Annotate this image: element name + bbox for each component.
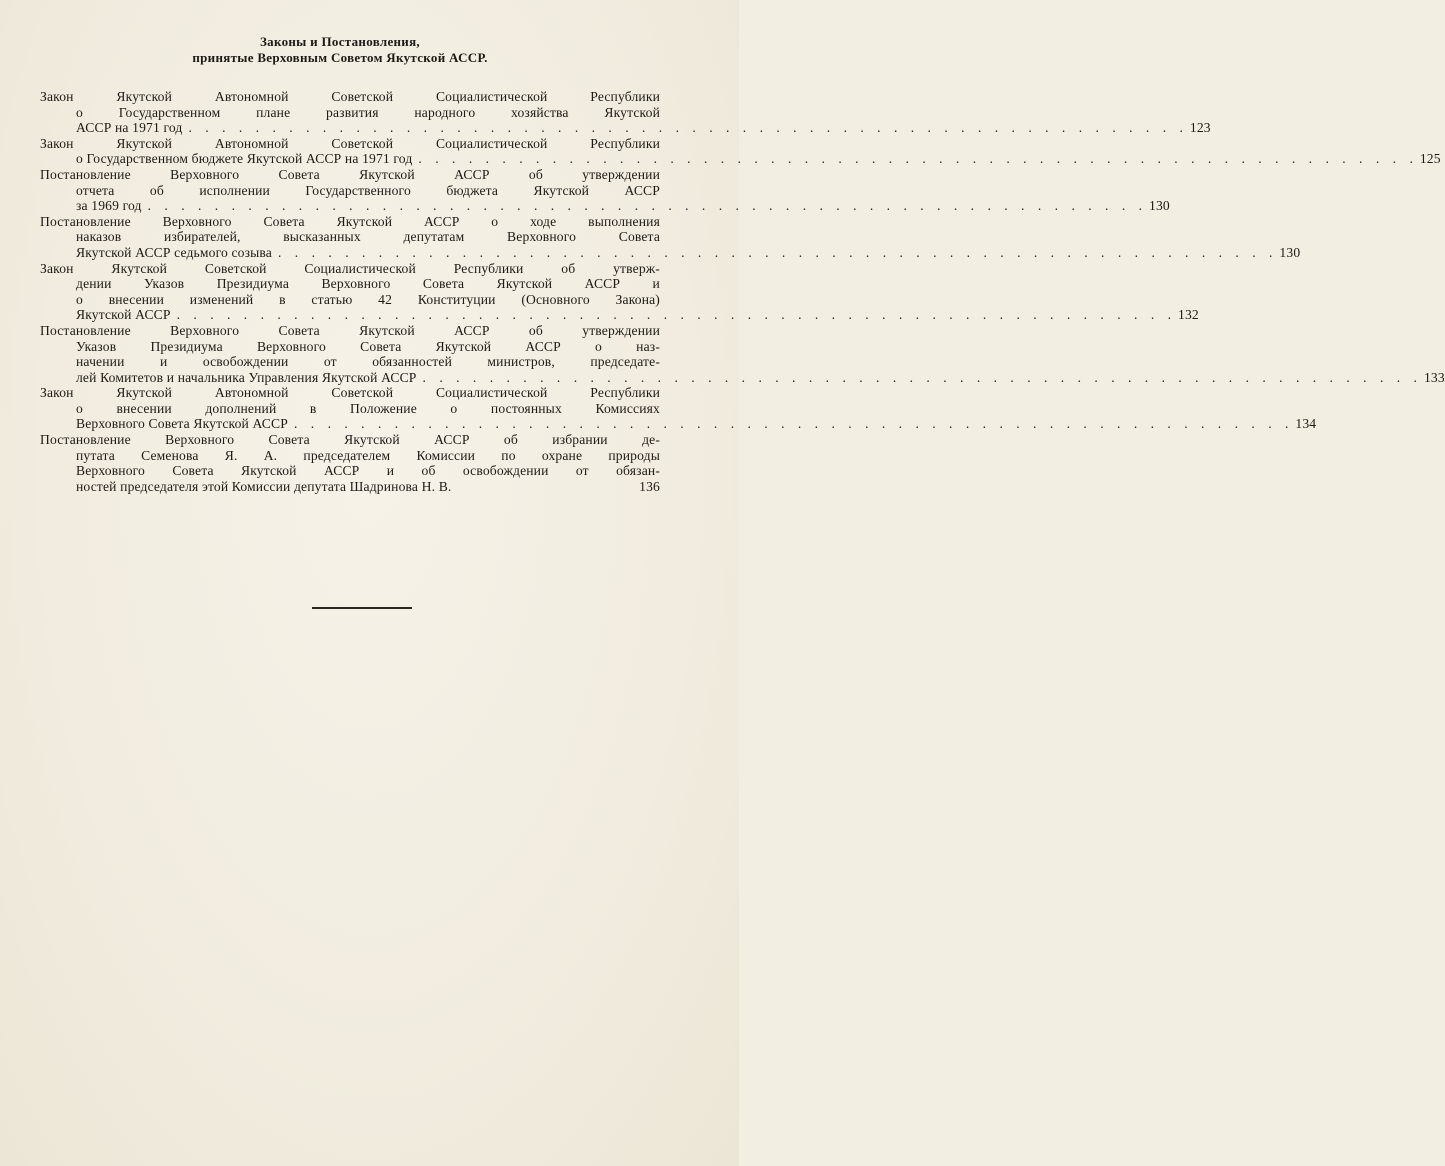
- heading-line-2: принятые Верховным Советом Якутской АССР.: [192, 50, 488, 65]
- toc-entry-line: о Государственном бюджете Якутской АССР на 1971 год: [76, 151, 413, 167]
- toc-entry-line: Указов Президиума Верховного Совета Якутской АССР о наз-: [76, 338, 660, 354]
- toc-entry: [40, 432, 660, 494]
- toc-entry-line: дении Указов Президиума Верховного Совета Якутской АССР и: [76, 276, 660, 292]
- toc-entry-line: Закон Якутской Автономной Советской Социалистической Республики: [40, 89, 660, 104]
- table-of-contents: [40, 89, 1445, 494]
- toc-entry-line: Постановление Верховного Совета Якутской АССР об утверждении: [40, 166, 660, 182]
- toc-entry-line: АССР на 1971 год: [76, 120, 183, 136]
- toc-entry-line: Постановление Верховного Совета Якутской АССР об избрании де-: [40, 432, 660, 448]
- page-number: 136: [639, 478, 660, 494]
- toc-entry-line: путата Семенова Я. А. председателем Комиссии по охране природы: [76, 447, 660, 463]
- toc-entry-last-line: [40, 151, 1441, 167]
- toc-entry-line: лей Комитетов и начальника Управления Якутской АССР: [76, 369, 417, 385]
- toc-entry: [40, 385, 1317, 432]
- dot-leader: . . . . . . . . . . . . . . . . . . . . . . . . . . . . . . . . . . . . . . . . . . . . . . . . . . . . . . . . . . . .: [147, 198, 1148, 214]
- toc-entry: [40, 213, 1301, 261]
- page-number: 132: [1178, 307, 1199, 323]
- dot-leader: . . . . . . . . . . . . . . . . . . . . . . . . . . . . . . . . . . . . . . . . . . . . . . . . . . . . . . . . . . . .: [176, 307, 1177, 323]
- toc-entry-line: о внесении изменений в статью 42 Конституции (Основного Закона): [76, 291, 660, 307]
- toc-entry-line: Верховного Совета Якутской АССР и об освобождении от обязан-: [76, 463, 660, 479]
- toc-entry-line: Верховного Совета Якутской АССР: [76, 416, 288, 432]
- closing-rule-divider: [312, 607, 412, 609]
- toc-entry-last-line: [40, 307, 1199, 323]
- toc-entry: [40, 135, 1441, 167]
- page-number: 125: [1419, 151, 1441, 167]
- toc-entry-last-line: [40, 244, 1301, 261]
- toc-entry: [40, 89, 1211, 136]
- heading-line-1: Законы и Постановления,: [260, 34, 420, 49]
- toc-entry-line: отчета об исполнении Государственного бюджета Якутской АССР: [76, 182, 660, 198]
- page-number: 130: [1149, 198, 1170, 214]
- toc-entry-last-line: [40, 198, 1170, 214]
- page-number: 123: [1189, 120, 1211, 136]
- page-number: 134: [1295, 416, 1317, 432]
- toc-entry-line: Постановление Верховного Совета Якутской АССР о ходе выполнения: [40, 213, 660, 229]
- toc-entry-line: Закон Якутской Советской Социалистической Республики об утверж-: [40, 260, 660, 276]
- toc-entry-line: ностей председателя этой Комиссии депутата Шадринова Н. В.: [76, 478, 452, 494]
- dot-leader: . . . . . . . . . . . . . . . . . . . . . . . . . . . . . . . . . . . . . . . . . . . . . . . . . . . . . . . . . . . .: [278, 244, 1278, 260]
- dot-leader: . . . . . . . . . . . . . . . . . . . . . . . . . . . . . . . . . . . . . . . . . . . . . . . . . . . . . . . . . . . .: [422, 369, 1422, 385]
- toc-entry-line: Постановление Верховного Совета Якутской АССР об утверждении: [40, 322, 660, 338]
- page-number: 130: [1279, 244, 1301, 260]
- toc-entry-line: Закон Якутской Автономной Советской Социалистической Республики: [40, 385, 660, 401]
- toc-entry-line: о внесении дополнений в Положение о постоянных Комиссиях: [76, 400, 660, 416]
- dot-leader: . . . . . . . . . . . . . . . . . . . . . . . . . . . . . . . . . . . . . . . . . . . . . . . . . . . . . . . . . . . .: [293, 416, 1294, 432]
- toc-entry-line: за 1969 год: [76, 198, 142, 214]
- toc-entry: [40, 166, 1170, 214]
- toc-entry-last-line: [40, 120, 1211, 136]
- contents-heading: [0, 34, 680, 66]
- toc-entry: [40, 322, 1445, 385]
- page-number: 133: [1423, 369, 1445, 385]
- dot-leader: . . . . . . . . . . . . . . . . . . . . . . . . . . . . . . . . . . . . . . . . . . . . . . . . . . . . . . . . . . . .: [418, 151, 1418, 167]
- toc-entry-last-line: [40, 416, 1317, 432]
- toc-entry-last-line: [40, 369, 1445, 386]
- toc-entry: [40, 260, 1199, 323]
- toc-entry-line: начении и освобождении от обязанностей министров, председате-: [76, 354, 660, 370]
- dot-leader: . . . . . . . . . . . . . . . . . . . . . . . . . . . . . . . . . . . . . . . . . . . . . . . . . . . . . . . . . . . .: [188, 120, 1188, 136]
- toc-entry-line: о Государственном плане развития народного хозяйства Якутской: [76, 104, 660, 120]
- toc-entry-line: Закон Якутской Автономной Советской Социалистической Республики: [40, 135, 660, 151]
- toc-entry-line: Якутской АССР: [76, 307, 171, 323]
- toc-entry-last-line: [40, 479, 660, 495]
- toc-entry-line: Якутской АССР седьмого созыва: [76, 244, 272, 260]
- toc-entry-line: наказов избирателей, высказанных депутатам Верховного Совета: [76, 229, 660, 245]
